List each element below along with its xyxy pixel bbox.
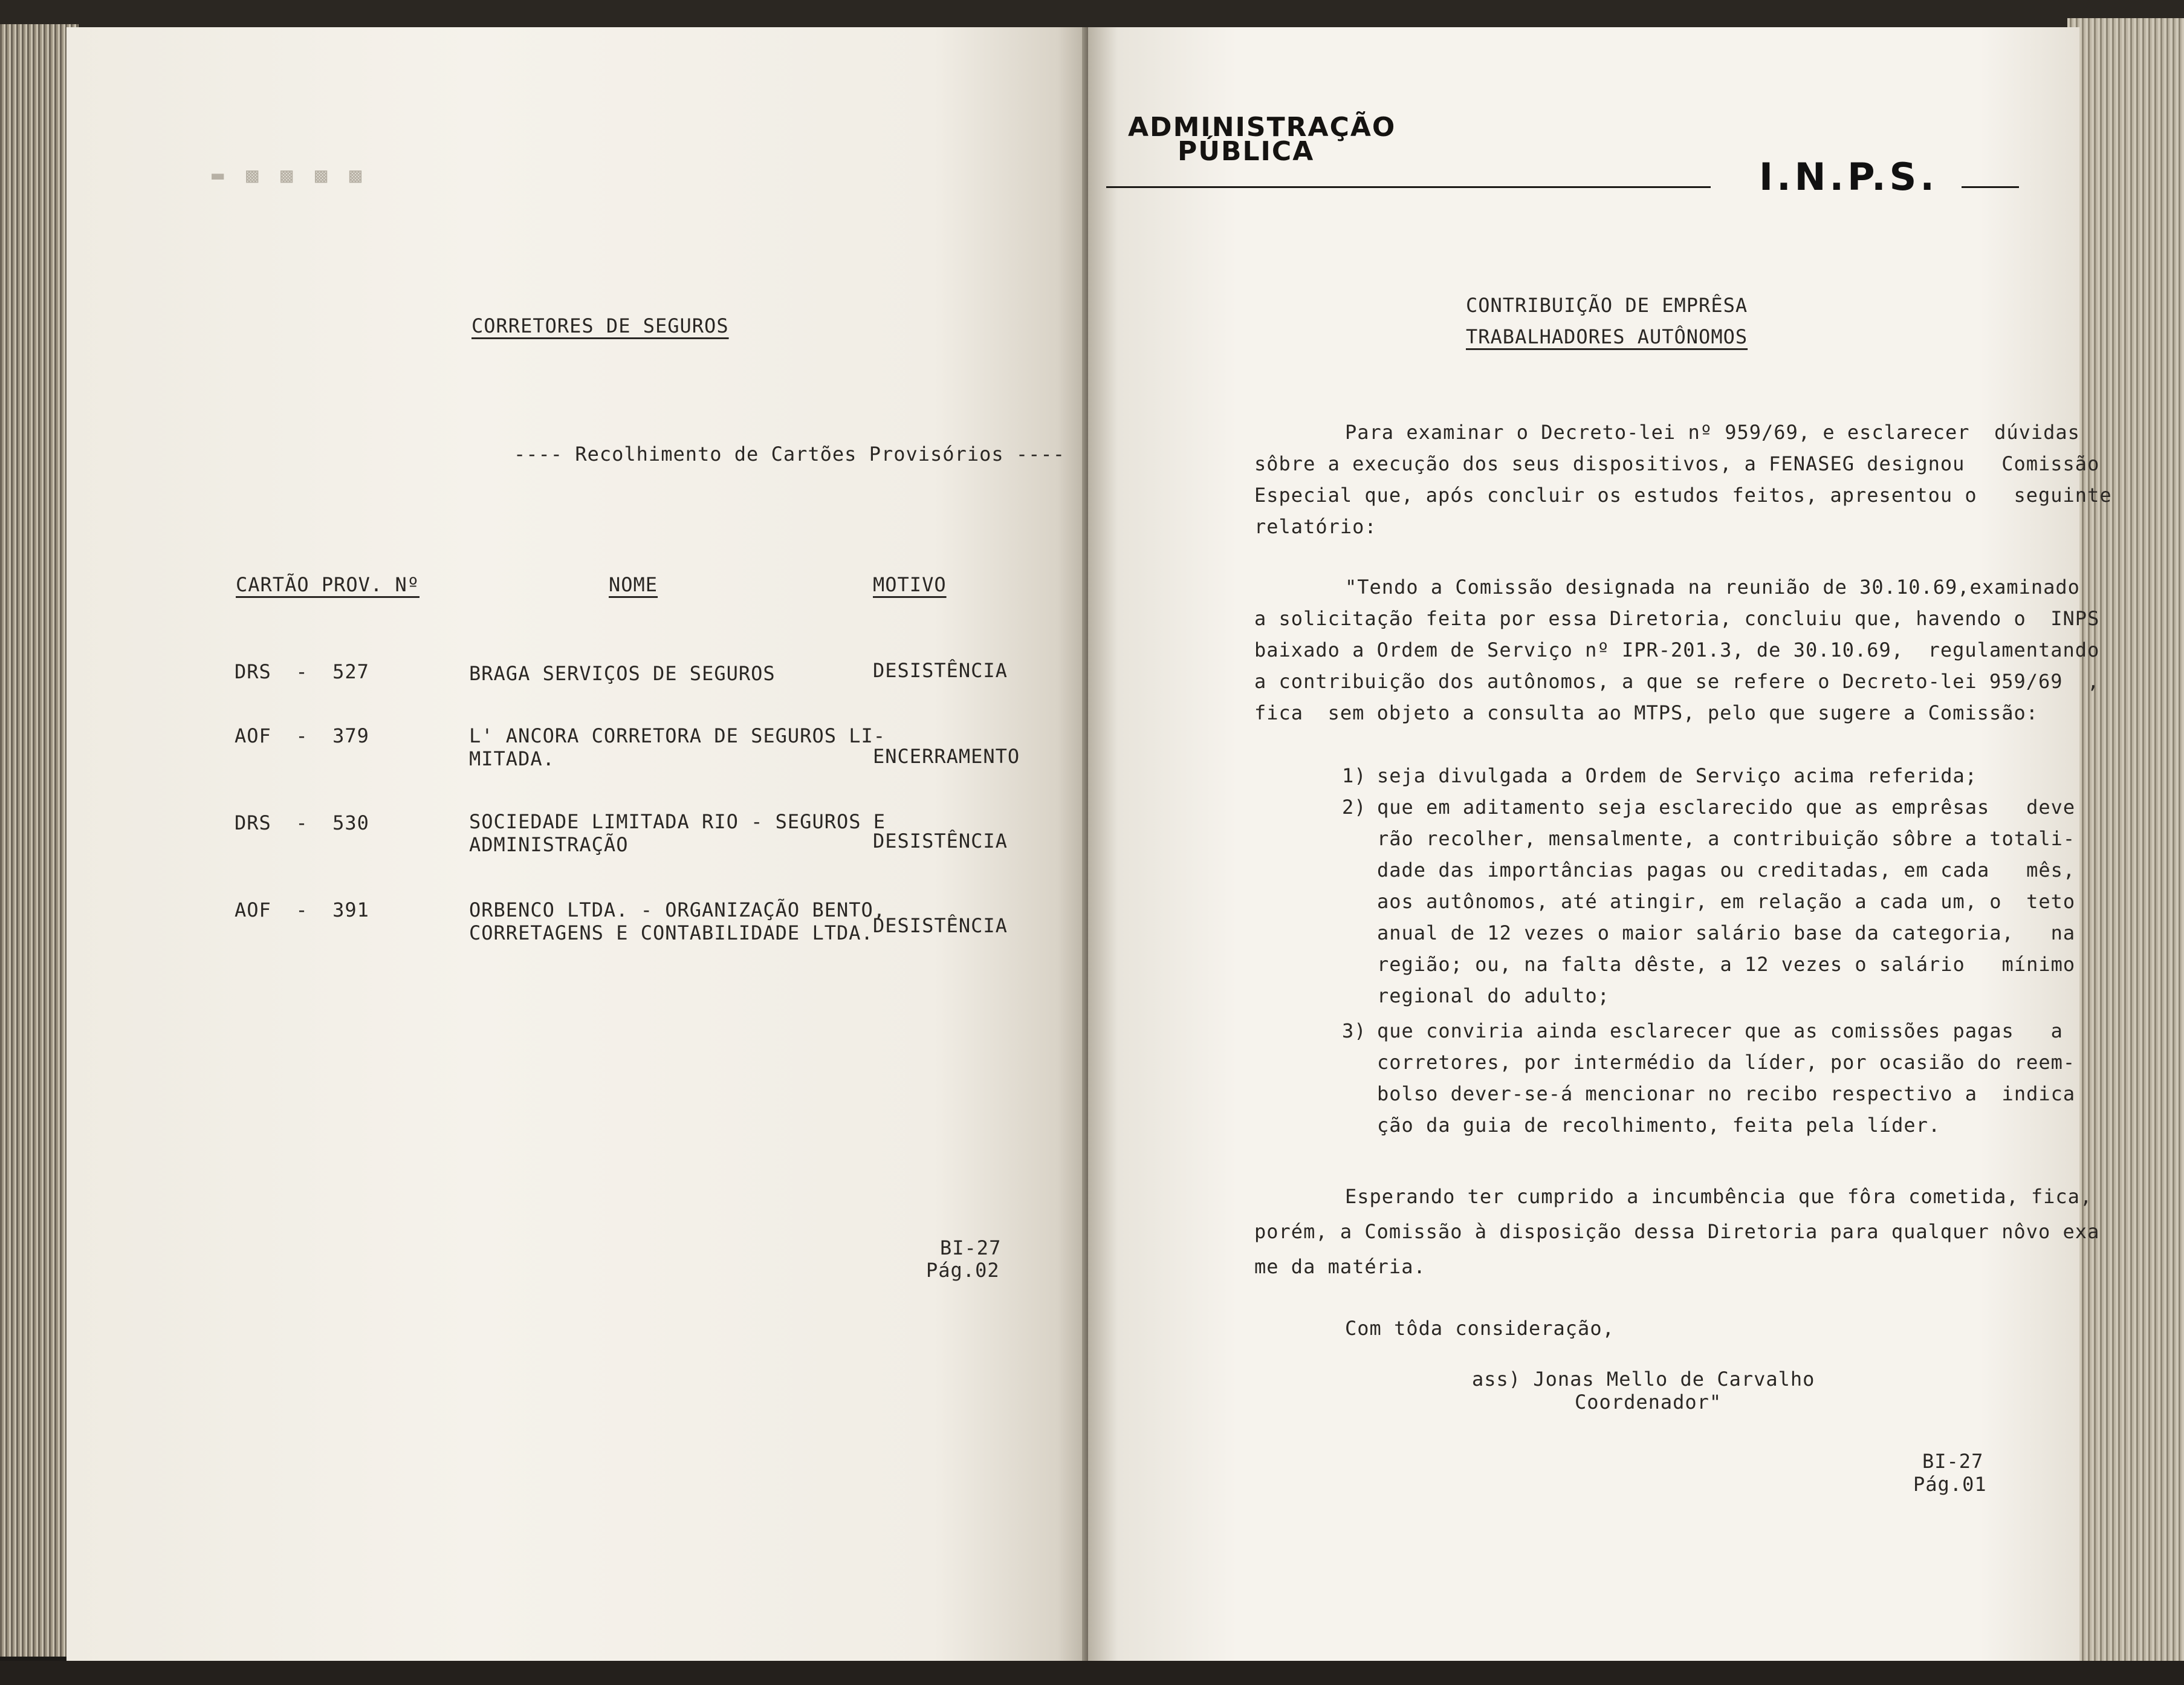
- masthead-rule-right: [1962, 186, 2019, 188]
- book-right-edge: [2067, 18, 2184, 1663]
- row-cartao: AOF - 379: [235, 724, 369, 747]
- row-nome: SOCIEDADE LIMITADA RIO - SEGUROS E ADMINISTRAÇÃO: [469, 810, 886, 856]
- row-nome: L' ANCORA CORRETORA DE SEGUROS LI- MITADA.: [469, 724, 886, 770]
- row-cartao: AOF - 391: [235, 898, 369, 921]
- text-line: sôbre a execução dos seus dispositivos, a FENASEG designou Comissão: [1254, 452, 2100, 475]
- text-line: regional do adulto;: [1377, 984, 1610, 1007]
- text-line: corretores, por intermédio da líder, por ocasião do reem-: [1377, 1051, 2076, 1074]
- left-page-subtitle: ---- Recolhimento de Cartões Provisórios ----: [514, 443, 1065, 466]
- inps-logo: I.N.P.S.: [1759, 155, 1938, 199]
- text-line: dade das importâncias pagas ou creditadas, em cada mês,: [1377, 859, 2076, 881]
- right-title-line2: TRABALHADORES AUTÔNOMOS: [1466, 325, 1748, 348]
- text-line: Para examinar o Decreto-lei nº 959/69, e esclarecer dúvidas: [1345, 421, 2080, 444]
- right-footer-page: Pág.01: [1913, 1473, 1987, 1496]
- signature-role: Coordenador": [1575, 1391, 1722, 1414]
- row-nome: BRAGA SERVIÇOS DE SEGUROS: [469, 662, 776, 685]
- left-page-title: CORRETORES DE SEGUROS: [471, 314, 729, 337]
- text-line: "Tendo a Comissão designada na reunião de 30.10.69,examinado: [1345, 576, 2080, 599]
- row-motivo: ENCERRAMENTO: [873, 745, 1020, 768]
- list-item-number: 2): [1342, 796, 1367, 819]
- text-line: anual de 12 vezes o maior salário base da categoria, na: [1377, 921, 2076, 944]
- row-nome: ORBENCO LTDA. - ORGANIZAÇÃO BENTO, CORRETAGENS E CONTABILIDADE LTDA.: [469, 898, 886, 944]
- list-item-number: 3): [1342, 1019, 1367, 1042]
- text-line: porém, a Comissão à disposição dessa Diretoria para qualquer nôvo exa: [1254, 1220, 2100, 1243]
- text-line: bolso dever-se-á mencionar no recibo respectivo a indica: [1377, 1082, 2076, 1105]
- text-line: fica sem objeto a consulta ao MTPS, pelo que sugere a Comissão:: [1254, 701, 2038, 724]
- row-cartao: DRS - 527: [235, 660, 369, 683]
- left-footer-page: Pág.02: [926, 1259, 1000, 1282]
- row-motivo: DESISTÊNCIA: [873, 830, 1008, 852]
- scan-bottom-edge: [0, 1661, 2184, 1685]
- text-line: a solicitação feita por essa Diretoria, concluiu que, havendo o INPS: [1254, 607, 2100, 630]
- row-motivo: DESISTÊNCIA: [873, 914, 1008, 937]
- regards-line: Com tôda consideração,: [1345, 1317, 1615, 1340]
- left-footer-code: BI-27: [940, 1236, 1002, 1259]
- right-footer-code: BI-27: [1922, 1450, 1984, 1473]
- header-motivo: MOTIVO: [873, 573, 947, 596]
- masthead-line1: ADMINISTRAÇÃO: [1128, 112, 1396, 143]
- signature-line: ass) Jonas Mello de Carvalho: [1472, 1368, 1815, 1391]
- text-line: me da matéria.: [1254, 1255, 1426, 1278]
- text-line: aos autônomos, até atingir, em relação a cada um, o teto: [1377, 890, 2076, 913]
- row-cartao: DRS - 530: [235, 811, 369, 834]
- faded-bleedthrough-mark: ▬ ▩ ▩ ▩ ▩: [212, 163, 367, 187]
- text-line: que conviria ainda esclarecer que as comissões pagas a: [1377, 1019, 2063, 1042]
- text-line: região; ou, na falta dêste, a 12 vezes o salário mínimo: [1377, 953, 2076, 976]
- scan-top-edge: [0, 0, 2184, 30]
- text-line: que em aditamento seja esclarecido que as emprêsas deve: [1377, 796, 2076, 819]
- text-line: relatório:: [1254, 515, 1377, 538]
- text-line: Especial que, após concluir os estudos feitos, apresentou o seguinte: [1254, 484, 2112, 507]
- list-item-number: 1): [1342, 764, 1367, 787]
- masthead-line2: PÚBLICA: [1178, 136, 1315, 167]
- text-line: baixado a Ordem de Serviço nº IPR-201.3, de 30.10.69, regulamentando: [1254, 638, 2100, 661]
- text-line: ção da guia de recolhimento, feita pela líder.: [1377, 1114, 1941, 1137]
- right-title-line1: CONTRIBUIÇÃO DE EMPRÊSA: [1466, 294, 1748, 317]
- header-nome: NOME: [609, 573, 658, 596]
- row-motivo: DESISTÊNCIA: [873, 659, 1008, 682]
- masthead-rule: [1106, 186, 1711, 188]
- text-line: Esperando ter cumprido a incumbência que fôra cometida, fica,: [1345, 1185, 2093, 1208]
- header-cartao: CARTÃO PROV. Nº: [236, 573, 420, 596]
- text-line: seja divulgada a Ordem de Serviço acima referida;: [1377, 764, 1978, 787]
- text-line: a contribuição dos autônomos, a que se refere o Decreto-lei 959/69 ,: [1254, 670, 2100, 693]
- text-line: rão recolher, mensalmente, a contribuição sôbre a totali-: [1377, 827, 2076, 850]
